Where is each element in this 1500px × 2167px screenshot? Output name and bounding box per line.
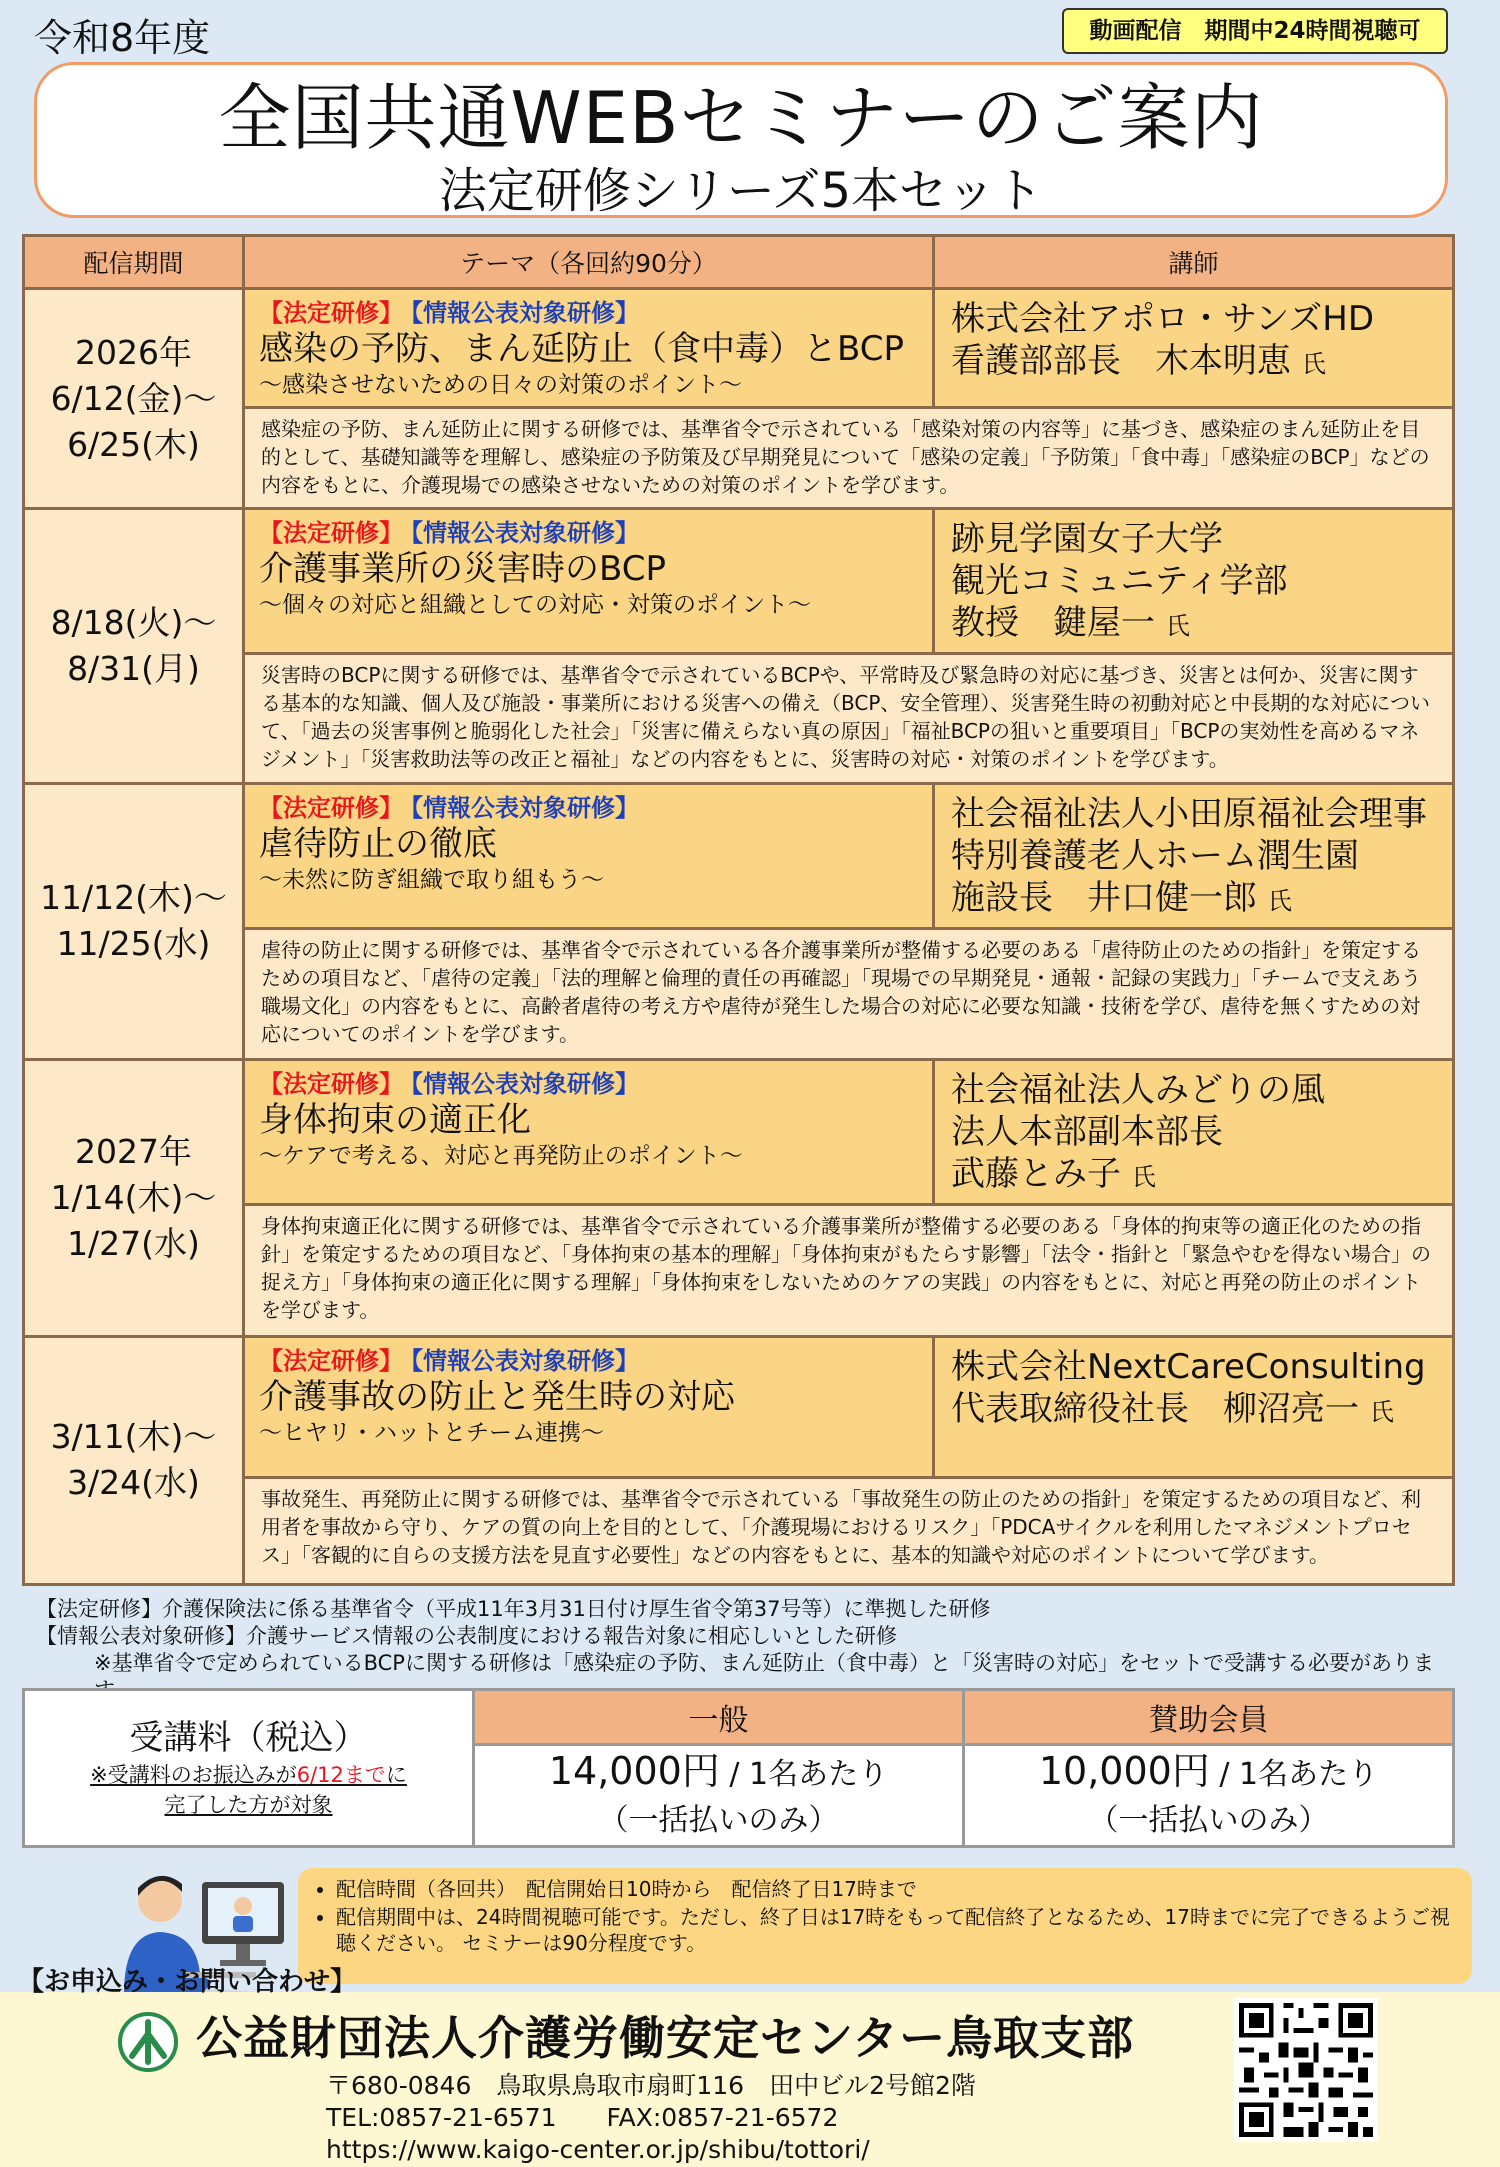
lecturer-line: 代表取締役社長 柳沼亮一 [951,1388,1359,1429]
lecturer-line: 株式会社NextCareConsulting [951,1346,1426,1387]
table-header-row [24,236,1454,289]
fee-note-text: ※受講料のお振込みが [90,1763,297,1787]
table-row [24,1060,1454,1205]
lecturer [934,1336,1454,1477]
page-title: 全国共通WEBセミナーのご案内 [218,76,1264,160]
lecturer-line: 武藤とみ子 [951,1154,1121,1195]
theme-title: 介護事故の防止と発生時の対応 [259,1376,735,1417]
lecturer-line: 看護部部長 木本明恵 [951,341,1291,381]
period-line: 1/27(水) [67,1223,200,1263]
honorific: 氏 [1131,1163,1156,1192]
fiscal-year: 令和8年度 [34,16,211,60]
seminar-theme [244,1336,934,1477]
period-line: 11/12(木)～ [40,878,227,918]
table-row [24,1336,1454,1477]
lecturer-line: 社会福祉法人みどりの風 [951,1070,1325,1111]
fee-label-cell [24,1690,474,1847]
per-person: / 1名あたり [1209,1756,1379,1792]
fee-head-member: 賛助会員 [964,1690,1454,1745]
period-line: 3/11(木)～ [50,1417,217,1457]
tag-legal-training: 【法定研修】 [259,519,403,548]
organization-logo-icon [118,2012,178,2072]
header-period: 配信期間 [24,236,244,289]
contact-details [326,2070,976,2166]
tag-info-disclosure: 【情報公表対象研修】 [411,299,639,327]
theme-title: 介護事業所の災害時のBCP [259,549,666,590]
website-url[interactable]: https://www.kaigo-center.or.jp/shibu/tottori/ [326,2135,870,2164]
tag-info-disclosure: 【情報公表対象研修】 [411,1346,639,1375]
table-row [24,509,1454,654]
fee-table [22,1688,1455,1848]
note-info: 【情報公表対象研修】介護サービス情報の公表制度における報告対象に相応しいとした研修 [36,1624,897,1648]
period-line: 3/24(水) [67,1463,200,1503]
lecturer-line: 社会福祉法人小田原福祉会理事 [951,793,1427,834]
streaming-badge: 動画配信 期間中24時間視聴可 [1062,8,1448,54]
seminar-theme [244,509,934,654]
seminar-description: 事故発生、再発防止に関する研修では、基準省令で示されている「事故発生の防止のための指針」を策定するための項目など、利用者を事故から守り、ケアの質の向上を目的として、「介護現場におけるリスク」「PDCAサイクルを利用したマネジメントプロセス」「客観的に自らの支援方法を見直す必要性」などの内容をもとに、基本的知識や対応のポイントについて学びます。 [244,1477,1454,1584]
info-item: • 配信時間（各回共） 配信開始日10時から 配信終了日17時まで [336,1876,1452,1902]
period-line: 11/25(水) [56,924,211,964]
title-banner [34,62,1448,218]
lecturer-line: 教授 鍵屋一 [951,603,1155,644]
streaming-info-box [298,1868,1472,1984]
lecturer-line: 特別養護老人ホーム潤生園 [951,835,1359,876]
theme-title: 感染の予防、まん延防止（食中毒）とBCP [259,329,904,369]
tag-info-disclosure: 【情報公表対象研修】 [411,519,639,548]
tag-legal-training: 【法定研修】 [259,1070,403,1099]
note-legal: 【法定研修】介護保険法に係る基準省令（平成11年3月31日付け厚生省令第37号等）に準拠した研修 [36,1597,991,1621]
info-item: • 配信期間中は、24時間視聴可能です。ただし、終了日は17時をもって配信終了となるため、17時までに完了できるようご視聴ください。 セミナーは90分程度です。 [336,1904,1452,1956]
tag-legal-training: 【法定研修】 [259,793,403,822]
contact-label: 【お申込み・お問い合わせ】 [18,1967,357,1997]
theme-subtitle: ～個々の対応と組織としての対応・対策のポイント～ [259,592,811,619]
general-price: 14,000円 [548,1748,720,1793]
delivery-period [24,1060,244,1337]
seminar-description: 災害時のBCPに関する研修では、基準省令で示されているBCPや、平常時及び緊急時の対応に基づき、災害とは何か、災害に関する基本的な知識、個人及び施設・事業所における災害への備え（BCP、安全管理）、災害発生時の初動対応と中長期的な対応について、「過去の災害事例と脆弱化した社会」「災害に備えらない真の原因」「福祉BCPの狙いと重要項目」「BCPの実効性を高めるマネジメント」「災害救助法等の改正と福祉」などの内容をもとに、災害時の対応・対策のポイントを学びます。 [244,654,1454,783]
delivery-period [24,289,244,509]
honorific: 氏 [1301,350,1326,378]
phone-fax: TEL:0857-21-6571 FAX:0857-21-6572 [326,2103,839,2132]
header-lecturer: 講師 [934,236,1454,289]
period-line: 1/14(木)～ [50,1177,217,1217]
delivery-period [24,1336,244,1584]
fee-deadline: 6/12まで [296,1763,386,1787]
delivery-period [24,783,244,1060]
address: 〒680-0846 鳥取県鳥取市扇町116 田中ビル2号館2階 [326,2071,976,2100]
seminar-theme [244,289,934,408]
honorific: 氏 [1369,1397,1394,1426]
theme-subtitle: ～ヒヤリ・ハットとチーム連携～ [259,1419,604,1446]
lecturer-line: 跡見学園女子大学 [951,519,1223,560]
fee-note-text: 完了した方が対象 [164,1793,333,1817]
lump-sum-note: （一括払いのみ） [598,1802,839,1838]
theme-title: 身体拘束の適正化 [259,1100,531,1141]
seminar-description: 感染症の予防、まん延防止に関する研修では、基準省令で示されている「感染対策の内容等」に基づき、感染症のまん延防止を目的として、基礎知識等を理解し、感染症の予防策及び早期発見について「感染の定義」「予防策」「食中毒」「感染症のBCP」などの内容をもとに、介護現場での感染させないための対策のポイントを学びます。 [244,408,1454,509]
seminar-theme [244,1060,934,1205]
tag-legal-training: 【法定研修】 [259,1346,403,1375]
seminar-schedule-table [22,234,1455,1586]
lecturer-line: 法人本部副本部長 [951,1112,1223,1153]
period-line: 8/18(火)～ [50,602,217,642]
tag-info-disclosure: 【情報公表対象研修】 [411,793,639,822]
fee-title: 受講料（税込） [129,1718,368,1758]
lecturer [934,1060,1454,1205]
table-row [24,289,1454,408]
organization-name: 公益財団法人介護労働安定センター鳥取支部 [196,2011,1135,2065]
seminar-theme [244,783,934,928]
per-person: / 1名あたり [719,1756,889,1792]
table-row [24,783,1454,928]
delivery-period [24,509,244,784]
period-line: 6/25(木) [67,424,200,464]
tag-legal-training: 【法定研修】 [259,299,403,327]
fee-member [964,1745,1454,1847]
period-line: 6/12(金)～ [50,378,217,418]
theme-title: 虐待防止の徹底 [259,823,497,864]
lecturer-line: 観光コミュニティ学部 [951,561,1288,602]
period-line: 2026年 [75,332,192,372]
lecturer [934,783,1454,928]
lecturer [934,509,1454,654]
period-line: 2027年 [75,1131,192,1171]
note-bcp: ※基準省令で定められているBCPに関する研修は「感染症の予防、まん延防止（食中毒）と「災害時の対応」をセットで受講する必要がありま [94,1651,1434,1675]
lump-sum-note: （一括払いのみ） [1088,1802,1329,1838]
lecturer-line: 株式会社アポロ・サンズHD [951,299,1375,339]
qr-code-icon[interactable] [1234,1998,1378,2142]
honorific: 氏 [1267,886,1292,915]
lecturer [934,289,1454,408]
tag-info-disclosure: 【情報公表対象研修】 [411,1070,639,1099]
header-theme: テーマ（各回約90分） [244,236,934,289]
page-subtitle: 法定研修シリーズ5本セット [438,163,1044,219]
period-line: 8/31(月) [67,648,200,688]
theme-subtitle: ～ケアで考える、対応と再発防止のポイント～ [259,1143,743,1170]
honorific: 氏 [1165,612,1190,641]
theme-subtitle: ～未然に防ぎ組織で取り組もう～ [259,866,604,893]
seminar-description: 身体拘束適正化に関する研修では、基準省令で示されている介護事業所が整備する必要のある「身体的拘束等の適正化のための指針」を策定するための項目など、「身体拘束の基本的理解」「身体拘束がもたらす影響」「法令・指針と「緊急やむを得ない場合」の捉え方」「身体拘束の適正化に関する理解」「身体拘束をしないためのケアの実践」の内容をもとに、対応と再発の防止のポイントを学びます。 [244,1205,1454,1336]
fee-general [474,1745,964,1847]
seminar-description: 虐待の防止に関する研修では、基準省令で示されている各介護事業所が整備する必要のある「虐待防止のための指針」を策定するための項目など、「虐待の定義」「法的理解と倫理的責任の再確認」「現場での早期発見・通報・記録の実践力」「チームで支えあう職場文化」の内容をもとに、高齢者虐待の考え方や虐待が発生した場合の対応に必要な知識・技術を学び、虐待を無くすための対応についてのポイントを学びます。 [244,928,1454,1059]
fee-note [25,1760,472,1820]
member-price: 10,000円 [1038,1748,1210,1793]
lecturer-line: 施設長 井口健一郎 [951,877,1257,918]
fee-note-text: に [385,1763,407,1787]
fee-head-general: 一般 [474,1690,964,1745]
theme-subtitle: ～感染させないための日々の対策のポイント～ [259,372,742,398]
